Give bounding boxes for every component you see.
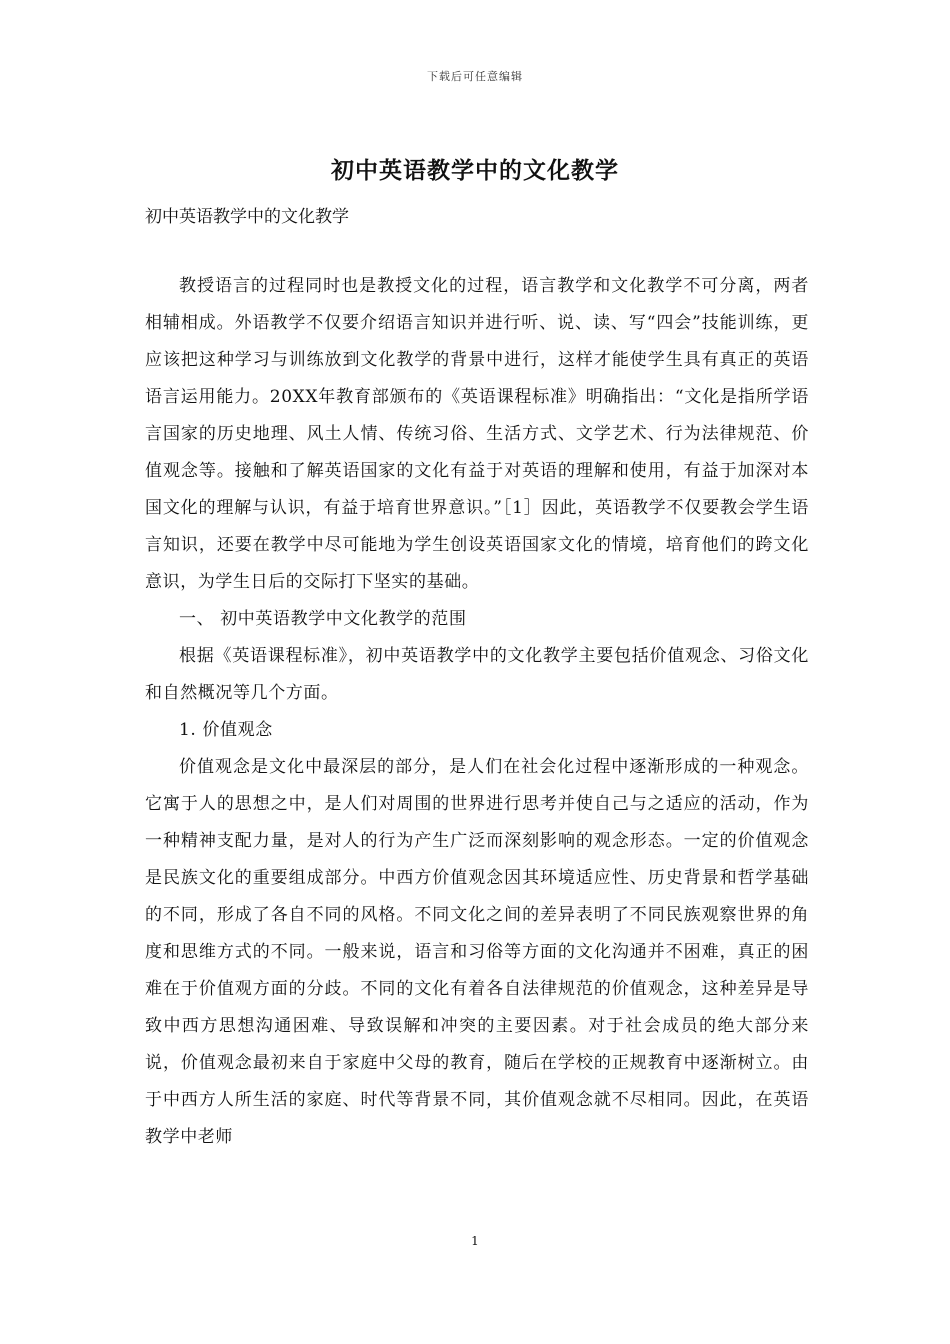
header-note: 下载后可任意编辑 — [427, 70, 523, 83]
paragraph-values: 价值观念是文化中最深层的部分，是人们在社会化过程中逐渐形成的一种观念。它寓于人的思想之中，是人们对周围的世界进行思考并使自己与之适应的活动，作为一种精神支配力量，是对人的行为产生广泛而深刻影响的观念形态。一定的价值观念是民族文化的重要组成部分。中西方价值观念因其环境适应性、历史背景和哲学基础的不同，形成了各自不同的风格。不同文化之间的差异表明了不同民族观察世界的角度和思维方式的不同。一般来说，语言和习俗等方面的文化沟通并不困难，真正的困难在于价值观方面的分歧。不同的文化有着各自法律规范的价值观念，这种差异是导致中西方思想沟通困难、导致误解和冲突的主要因素。对于社会成员的绝大部分来说，价值观念最初来自于家庭中父母的教育，随后在学校的正规教育中逐渐树立。由于中西方人所生活的家庭、时代等背景不同，其价值观念就不尽相同。因此，在英语教学中老师 — [145, 757, 809, 1147]
document-subtitle: 初中英语教学中的文化教学 — [145, 207, 349, 227]
paragraph-intro: 教授语言的过程同时也是教授文化的过程，语言教学和文化教学不可分离，两者相辅相成。外语教学不仅要介绍语言知识并进行听、说、读、写“四会”技能训练，更应该把这种学习与训练放到文化教学的背景中进行，这样才能使学生具有真正的英语语言运用能力。20XX年教育部颁布的《英语课程标准》明确指出：“文化是指所学语言国家的历史地理、风土人情、传统习俗、生活方式、文学艺术、行为法律规范、价值观念等。接触和了解英语国家的文化有益于对英语的理解和使用，有益于加深对本国文化的理解与认识，有益于培育世界意识。”［1］因此，英语教学不仅要教会学生语言知识，还要在教学中尽可能地为学生创设英语国家文化的情境，培育他们的跨文化意识，为学生日后的交际打下坚实的基础。 — [145, 276, 809, 592]
page-number: 1 — [471, 1234, 479, 1248]
section-heading: 一、 初中英语教学中文化教学的范围 — [179, 609, 467, 629]
document-body — [145, 268, 809, 1156]
subsection-heading: 1. 价值观念 — [179, 720, 273, 740]
paragraph-scope: 根据《英语课程标准》，初中英语教学中的文化教学主要包括价值观念、习俗文化和自然概况等几个方面。 — [145, 646, 809, 703]
document-title: 初中英语教学中的文化教学 — [331, 157, 619, 184]
